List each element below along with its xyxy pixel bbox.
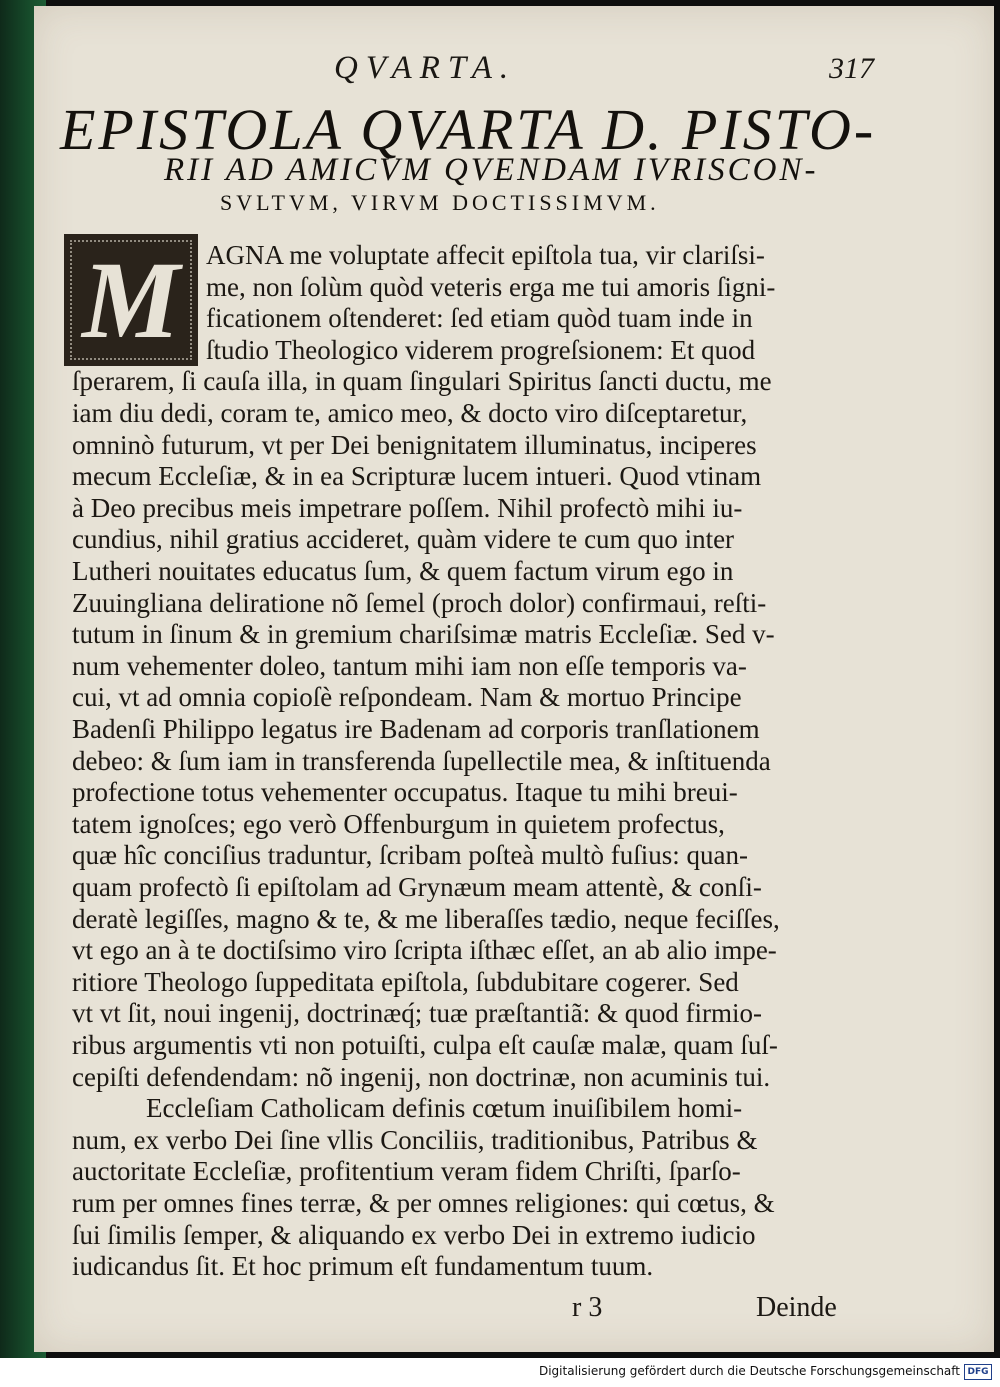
text-line: Lutheri nouitates educatus ſum, & quem factum virum ego in [72,556,734,586]
text-line: Eccleſiam Catholicam definis cœtum inuiſibilem homi- [146,1093,743,1124]
text-line: iudicandus ſit. Et hoc primum eſt fundamentum tuum. [72,1251,654,1282]
decorated-initial: M [64,234,198,366]
text-line: num, ex verbo Dei ſine vllis Conciliis, traditionibus, Patribus & [72,1124,758,1155]
catchword: Deinde [756,1292,837,1323]
text-line: mecum Eccleſiæ, & in ea Scripturæ lucem intueri. Quod vtinam [72,461,762,492]
text-line: tutum in ſinum & in gremium chariſsimæ matris Eccleſiæ. Sed v- [72,619,775,650]
text-line: quam profectò ſi epiſtolam ad Grynæum meam attentè, & conſi- [72,872,762,902]
text-line: vt ego an à te doctiſsimo viro ſcripta iſthæc eſſet, an ab alio impe- [72,935,777,966]
text-line: num vehementer doleo, tantum mihi iam non eſſe temporis va- [72,650,747,681]
heading-line-1: EPISTOLA QVARTA D. PISTO- [60,97,877,162]
text-line: Zuuingliana deliratione nõ ſemel (proch dolor) confirmaui, reſti- [72,587,767,618]
text-line: tatem ignoſces; ego verò Offenburgum in quietem profectus, [72,808,725,839]
text-line: quæ hîc conciſius traduntur, ſcribam poſteà multò fuſius: quan- [72,840,749,871]
text-line: AGNA me voluptate affecit epiſtola tua, vir clariſsi- [206,240,765,270]
text-line: debeo: & ſum iam in transferenda ſupellectile mea, & inſtituenda [72,745,771,776]
text-line: cepiſti defendendam: nõ ingenij, non doctrinæ, non acuminis tui. [72,1061,771,1092]
running-head [34,50,994,90]
text-line: cui, vt ad omnia copioſè reſpondeam. Nam & mortuo Principe [72,682,742,713]
text-line: Badenſi Philippo legatus ire Badenam ad corporis tranſlationem [72,714,760,744]
text-line: cundius, nihil gratius accideret, quàm videre te cum quo inter [72,524,735,555]
dfg-credit: Digitalisierung gefördert durch die Deutsche Forschungsgemeinschaft [538,1364,960,1378]
text-line: profectione totus vehementer occupatus. Itaque tu mihi breui- [72,777,738,808]
text-line: ribus argumentis vti non potuiſti, culpa eſt cauſæ malæ, quam ſuſ- [72,1030,778,1060]
dfg-logo: DFG [964,1364,992,1380]
text-line: ſperarem, ſi cauſa illa, in quam ſingulari Spiritus ſancti ductu, me [72,366,772,397]
text-line: deratè legiſſes, magno & te, & me liberaſſes tædio, neque feciſſes, [72,903,780,934]
text-line: omninò futurum, vt per Dei benignitatem illuminatus, inciperes [72,429,757,460]
text-line: ficationem oſtenderet: ſed etiam quòd tuam inde in [206,303,753,334]
heading-line-3: SVLTVM, VIRVM DOCTISSIMVM. [220,190,660,215]
text-line: à Deo precibus meis impetrare poſſem. Nihil profectò mihi iu- [72,492,743,523]
text-line: ſui ſimilis ſemper, & aliquando ex verbo Dei in extremo iudicio [72,1219,756,1250]
text-line: rum per omnes fines terræ, & per omnes religiones: qui cœtus, & [72,1188,775,1218]
heading-line-2: RII AD AMICVM QVENDAM IVRISCON- [164,152,819,188]
page-foot [34,1292,994,1328]
running-title: QVARTA. [334,50,517,86]
digitization-footer [0,1358,1000,1387]
text-line: ritiore Theologo ſuppeditata epiſtola, ſubdubitare cogerer. Sed [72,966,739,997]
text-line: auctoritate Eccleſiæ, profitentium veram fidem Chriſti, ſparſo- [72,1156,741,1187]
text-line: ſtudio Theologico viderem progreſsionem: Et quod [206,334,756,365]
text-line: me, non ſolùm quòd veteris erga me tui amoris ſigni- [206,271,776,302]
page-number: 317 [829,52,874,85]
text-line: vt vt ſit, noui ingenij, doctrinæq́; tuæ præſtantiã: & quod firmio- [72,998,762,1029]
text-line: iam diu dedi, coram te, amico meo, & docto viro diſceptaretur, [72,398,748,428]
signature-mark: r 3 [572,1292,603,1323]
book-page [34,6,994,1352]
